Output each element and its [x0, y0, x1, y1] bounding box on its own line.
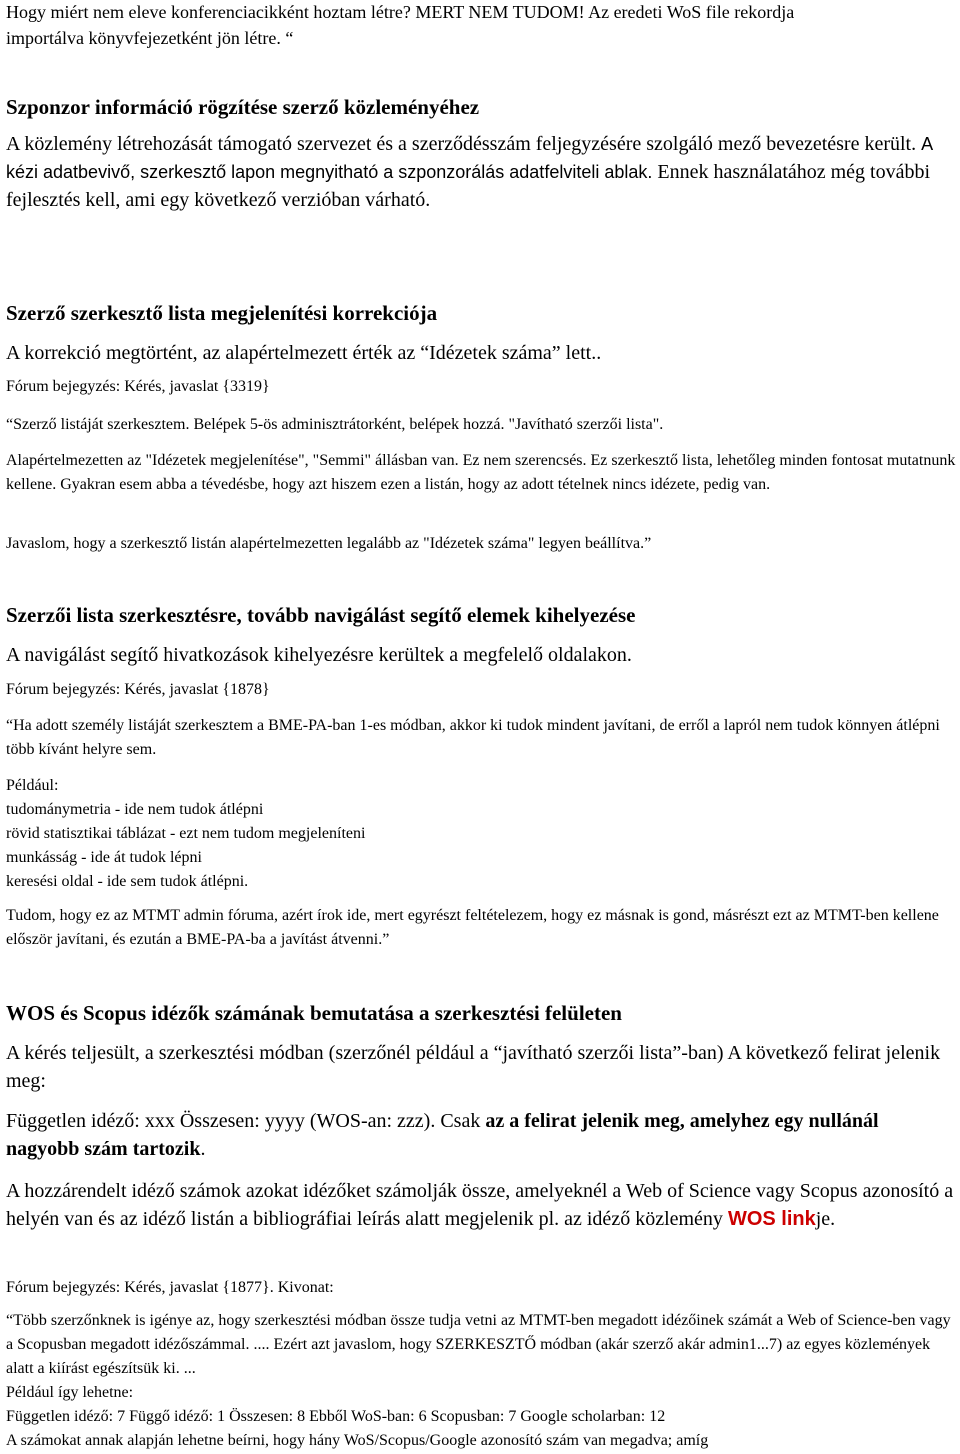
- examples-label: Például:: [6, 777, 59, 794]
- quote-1877-last-line: A számokat annak alapján lehetne beírni, hogy hány WoS/Scopus/Google azonosító szám van megadva; amíg: [6, 1432, 709, 1449]
- display-text-c: .: [200, 1138, 206, 1160]
- quote-1877-example-label: Például így lehetne:: [6, 1384, 134, 1401]
- quote-1877-example-line: Független idéző: 7 Függő idéző: 1 Összesen: 8 Ebből WoS-ban: 6 Scopusban: 7 Google scholarban: 12: [6, 1408, 666, 1425]
- example-item: keresési oldal - ide sem tudok átlépni.: [6, 873, 249, 890]
- section-heading-wos-scopus: WOS és Scopus idézők számának bemutatása a szerkesztési felületen: [6, 1001, 622, 1025]
- section-heading-navigation: Szerzői lista szerkesztésre, tovább navigálást segítő elemek kihelyezése: [6, 603, 636, 627]
- forum-entry-1877: Fórum bejegyzés: Kérés, javaslat {1877}. Kivonat:: [6, 1279, 334, 1296]
- wos-scopus-display-text: [6, 1107, 956, 1163]
- forum-entry-1878: Fórum bejegyzés: Kérés, javaslat {1878}: [6, 681, 270, 698]
- intro-line-2: importálva könyvfejezetként jön létre. “: [6, 28, 294, 48]
- display-text-bold: az a felirat jelenik meg, amelyhez egy nullánál nagyobb szám tartozik: [6, 1110, 879, 1160]
- wos-scopus-explanation: [6, 1177, 956, 1233]
- quote-1878-paragraph-2: Tudom, hogy ez az MTMT admin fóruma, azért írok ide, mert egyrészt feltételezem, hogy ez másnak is gond, másrészt ezt az MTMT-ben kellene először javítani, és ezután a BME-PA-ba a javítást átvenni.”: [6, 907, 939, 948]
- intro-paragraph: [6, 0, 956, 51]
- display-text-a: Független idéző: xxx Összesen: yyyy (WOS-an: zzz). Csak: [6, 1110, 486, 1132]
- sponsor-text-1: A közlemény létrehozását támogató szervezet és a szerződésszám feljegyzésére szolgáló mező bevezetésre került.: [6, 133, 917, 155]
- intro-line-1: Hogy miért nem eleve konferenciacikként hoztam létre? MERT NEM TUDOM! Az eredeti WoS file rekordja: [6, 2, 795, 22]
- example-item: munkásság - ide át tudok lépni: [6, 849, 202, 866]
- examples-block: [6, 774, 956, 894]
- quote-3319-paragraph-2: Alapértelmezetten az "Idézetek megjelenítése", "Semmi" állásban van. Ez nem szerencsés. Ez szerkesztő lista, lehetőleg minden fontosat mutatnunk kellene. Gyakran esem abba a tévedésbe, hogy azt hiszem ezen a listán, hogy az adott tételnek nincs idézete, pedig van.: [6, 452, 956, 493]
- quote-3319-paragraph-3: Javaslom, hogy a szerkesztő listán alapértelmezetten legalább az "Idézetek száma" legyen beállítva.”: [6, 535, 652, 552]
- example-item: rövid statisztikai táblázat - ezt nem tudom megjeleníteni: [6, 825, 366, 842]
- sponsor-text-2: A kézi adatbevivő, szerkesztő lapon megnyitható a szponzorálás adatfelviteli ablak.: [6, 134, 933, 182]
- navigation-text: A navigálást segítő hivatkozások kihelyezésre kerültek a megfelelő oldalakon.: [6, 644, 632, 666]
- wos-link[interactable]: WOS link: [727, 1208, 816, 1230]
- wos-scopus-intro: A kérés teljesült, a szerkesztési módban (szerzőnél például a “javítható szerzői lista”-ban) A következő felirat jelenik meg:: [6, 1042, 941, 1092]
- section-heading-author-list: Szerző szerkesztő lista megjelenítési korrekciója: [6, 301, 438, 325]
- author-list-correction-text: A korrekció megtörtént, az alapértelmezett érték az “Idézetek száma” lett..: [6, 342, 602, 364]
- forum-entry-3319: Fórum bejegyzés: Kérés, javaslat {3319}: [6, 378, 270, 395]
- quote-3319-line-1: “Szerző listáját szerkesztem. Belépek 5-ös adminisztrátorként, belépek hozzá. "Javítható szerzői lista".: [6, 416, 664, 433]
- sponsor-paragraph: [6, 130, 956, 214]
- example-item: tudománymetria - ide nem tudok átlépni: [6, 801, 264, 818]
- sponsor-text-3: Ennek használatához még további fejlesztés kell, ami egy következő verzióban várható.: [6, 161, 931, 211]
- explanation-text: A hozzárendelt idéző számok azokat idézőket számolják össze, amelyeknél a Web of Science vagy Scopus azonosító a helyén van és az idéző listán a bibliográfiai leírás alatt megjelenik pl. az idéző közlemény: [6, 1180, 954, 1230]
- quote-1878-paragraph-1: “Ha adott személy listáját szerkesztem a BME-PA-ban 1-es módban, akkor ki tudok mindent javítani, de erről a lapról nem tudok könnyen átlépni több kívánt helyre sem.: [6, 717, 940, 758]
- quote-1877-paragraph-1: “Több szerzőnknek is igénye az, hogy szerkesztési módban össze tudja vetni az MTMT-ben megadott idézőinek számát a Web of Science-ben vagy a Scopusban megadott idézőszámmal. .... Ezért azt javaslom, hogy SZERKESZTŐ módban (akár szerző akár admin1...7) az egyes közlemények alatt a kiírást egészítsük ki. ...: [6, 1312, 951, 1377]
- explanation-suffix: je.: [815, 1208, 836, 1230]
- section-heading-sponsor: Szponzor információ rögzítése szerző közleményéhez: [6, 95, 480, 119]
